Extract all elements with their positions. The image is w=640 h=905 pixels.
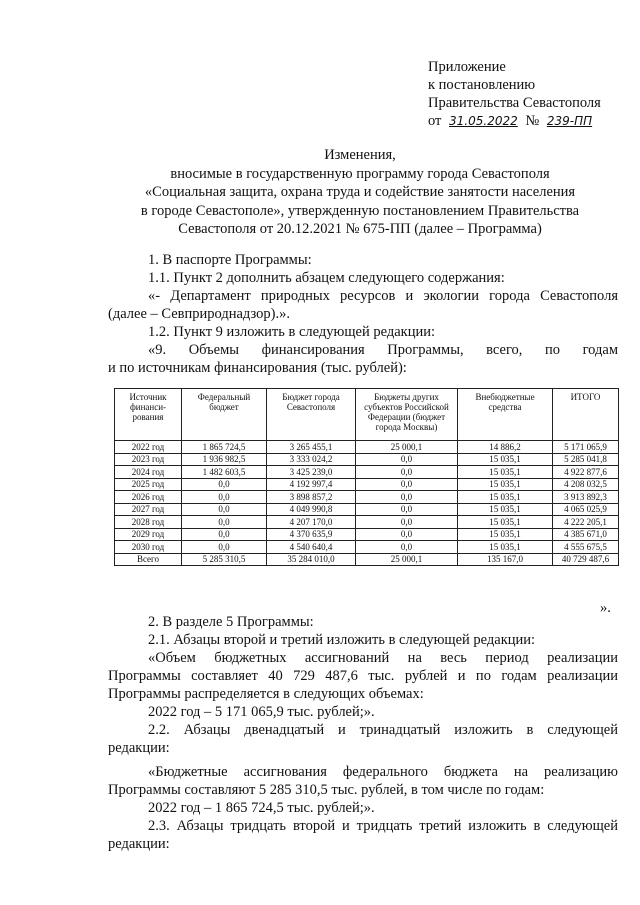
handwritten-number: 239-ПП — [546, 114, 593, 128]
handwritten-date: 31.05.2022 — [449, 114, 518, 128]
cell-other: 25 000,1 — [356, 441, 458, 454]
paragraph-1-1: 1.1. Пункт 2 дополнить абзацем следующего содержания: — [148, 270, 505, 286]
cell-extra: 15 035,1 — [458, 491, 553, 504]
cell-total: 4 385 671,0 — [553, 528, 619, 541]
cell-other: 0,0 — [356, 491, 458, 504]
cell-federal: 0,0 — [182, 541, 267, 554]
cell-extra: 15 035,1 — [458, 528, 553, 541]
appendix-line-1: Приложение — [428, 59, 506, 75]
cell-federal: 1 482 603,5 — [182, 466, 267, 479]
appendix-date-line — [428, 112, 601, 130]
table-total-row — [115, 553, 619, 566]
cell-city: 4 370 635,9 — [267, 528, 356, 541]
table-row — [115, 503, 619, 516]
header-total: ИТОГО — [553, 389, 619, 441]
cell-total: 4 555 675,5 — [553, 541, 619, 554]
cell-other: 0,0 — [356, 516, 458, 529]
cell-total: 40 729 487,6 — [553, 553, 619, 566]
title-line-3: «Социальная защита, охрана труда и содействие занятости населения — [144, 184, 576, 200]
header-federal: Федеральный бюджет — [182, 389, 267, 441]
cell-other: 25 000,1 — [356, 553, 458, 566]
cell-year: 2030 год — [115, 541, 182, 554]
cell-year: 2029 год — [115, 528, 182, 541]
table-row — [115, 478, 619, 491]
document-title — [100, 146, 620, 239]
cell-extra: 15 035,1 — [458, 516, 553, 529]
header-source: Источник финанси-рования — [115, 389, 182, 441]
cell-year: 2022 год — [115, 441, 182, 454]
table-header-row — [115, 389, 619, 441]
cell-total: 5 171 065,9 — [553, 441, 619, 454]
cell-extra: 15 035,1 — [458, 503, 553, 516]
title-line-4: в городе Севастополе», утвержденную постановлением Правительства — [140, 202, 580, 219]
cell-federal: 0,0 — [182, 528, 267, 541]
number-label: № — [525, 113, 540, 129]
paragraph-2-2-year: 2022 год – 1 865 724,5 тыс. рублей;». — [148, 800, 375, 816]
cell-federal: 1 936 982,5 — [182, 453, 267, 466]
cell-other: 0,0 — [356, 453, 458, 466]
paragraph-2-2-cont: редакции: — [108, 740, 170, 756]
appendix-line-2: к постановлению — [428, 77, 536, 93]
paragraph-1-1-quote: «- Департамент природных ресурсов и экологии города Севастополя — [148, 288, 618, 304]
cell-federal: 1 865 724,5 — [182, 441, 267, 454]
table-row — [115, 491, 619, 504]
cell-total: 3 913 892,3 — [553, 491, 619, 504]
paragraph-1-1-quote-cont: (далее – Севприроднадзор).». — [108, 306, 290, 322]
cell-city: 4 207 170,0 — [267, 516, 356, 529]
cell-year: Всего — [115, 553, 182, 566]
table-row — [115, 466, 619, 479]
appendix-line-3: Правительства Севастополя — [428, 95, 601, 111]
appendix-block — [428, 58, 601, 130]
title-line-2: вносимые в государственную программу города Севастополя — [170, 165, 550, 182]
cell-other: 0,0 — [356, 503, 458, 516]
cell-extra: 15 035,1 — [458, 541, 553, 554]
financing-table — [114, 388, 619, 566]
header-other-subjects: Бюджеты других субъектов Российской Федерации (бюджет города Москвы) — [356, 389, 458, 441]
cell-year: 2024 год — [115, 466, 182, 479]
paragraph-2-2-quote: «Бюджетные ассигнования федерального бюджета на реализацию — [148, 764, 618, 780]
cell-year: 2028 год — [115, 516, 182, 529]
cell-city: 4 540 640,4 — [267, 541, 356, 554]
cell-city: 3 898 857,2 — [267, 491, 356, 504]
paragraph-1: 1. В паспорте Программы: — [148, 252, 312, 268]
title-line-5: Севастополя от 20.12.2021 № 675-ПП (далее – Программа) — [178, 221, 542, 237]
cell-year: 2027 год — [115, 503, 182, 516]
cell-other: 0,0 — [356, 478, 458, 491]
cell-city: 35 284 010,0 — [267, 553, 356, 566]
from-label: от — [428, 113, 442, 129]
paragraph-2-1: 2.1. Абзацы второй и третий изложить в следующей редакции: — [148, 632, 536, 648]
cell-city: 4 049 990,8 — [267, 503, 356, 516]
table-row — [115, 441, 619, 454]
paragraph-2-1-quote-end: Программы распределяется в следующих объемах: — [108, 686, 424, 702]
cell-other: 0,0 — [356, 528, 458, 541]
table-row — [115, 528, 619, 541]
cell-total: 4 208 032,5 — [553, 478, 619, 491]
paragraph-2: 2. В разделе 5 Программы: — [148, 614, 314, 630]
paragraph-2-2-quote-cont: Программы составляют 5 285 310,5 тыс. рублей, в том числе по годам: — [108, 782, 545, 798]
cell-total: 4 222 205,1 — [553, 516, 619, 529]
cell-federal: 0,0 — [182, 503, 267, 516]
cell-extra: 15 035,1 — [458, 453, 553, 466]
cell-total: 5 285 041,8 — [553, 453, 619, 466]
cell-federal: 0,0 — [182, 478, 267, 491]
cell-city: 4 192 997,4 — [267, 478, 356, 491]
paragraph-2-3: 2.3. Абзацы тридцать второй и тридцать третий изложить в следующей — [148, 818, 618, 834]
cell-other: 0,0 — [356, 541, 458, 554]
paragraph-1-2-quote: «9. Объемы финансирования Программы, всего, по годам — [148, 342, 618, 358]
paragraph-2-1-year: 2022 год – 5 171 065,9 тыс. рублей;». — [148, 704, 375, 720]
cell-city: 3 425 239,0 — [267, 466, 356, 479]
cell-extra: 15 035,1 — [458, 478, 553, 491]
header-extrabudgetary: Внебюджетные средства — [458, 389, 553, 441]
cell-year: 2026 год — [115, 491, 182, 504]
cell-total: 4 922 877,6 — [553, 466, 619, 479]
table-row — [115, 516, 619, 529]
paragraph-2-2: 2.2. Абзацы двенадцатый и тринадцатый изложить в следующей — [148, 722, 618, 738]
title-line-1: Изменения, — [324, 147, 396, 163]
table-row — [115, 541, 619, 554]
cell-federal: 5 285 310,5 — [182, 553, 267, 566]
cell-other: 0,0 — [356, 466, 458, 479]
cell-extra: 15 035,1 — [458, 466, 553, 479]
header-city: Бюджет города Севастополя — [267, 389, 356, 441]
cell-federal: 0,0 — [182, 516, 267, 529]
cell-total: 4 065 025,9 — [553, 503, 619, 516]
cell-year: 2023 год — [115, 453, 182, 466]
paragraph-2-1-quote: «Объем бюджетных ассигнований на весь период реализации — [148, 650, 618, 666]
cell-extra: 14 886,2 — [458, 441, 553, 454]
cell-extra: 135 167,0 — [458, 553, 553, 566]
cell-city: 3 333 024,2 — [267, 453, 356, 466]
paragraph-2-1-quote-cont: Программы составляет 40 729 487,6 тыс. рублей и по годам реализации — [108, 668, 618, 684]
cell-federal: 0,0 — [182, 491, 267, 504]
quote-end-mark: ». — [600, 600, 611, 616]
table-row — [115, 453, 619, 466]
cell-year: 2025 год — [115, 478, 182, 491]
cell-city: 3 265 455,1 — [267, 441, 356, 454]
paragraph-1-2-quote-cont: и по источникам финансирования (тыс. рублей): — [108, 360, 407, 376]
paragraph-2-3-cont: редакции: — [108, 836, 170, 852]
paragraph-1-2: 1.2. Пункт 9 изложить в следующей редакции: — [148, 324, 436, 340]
